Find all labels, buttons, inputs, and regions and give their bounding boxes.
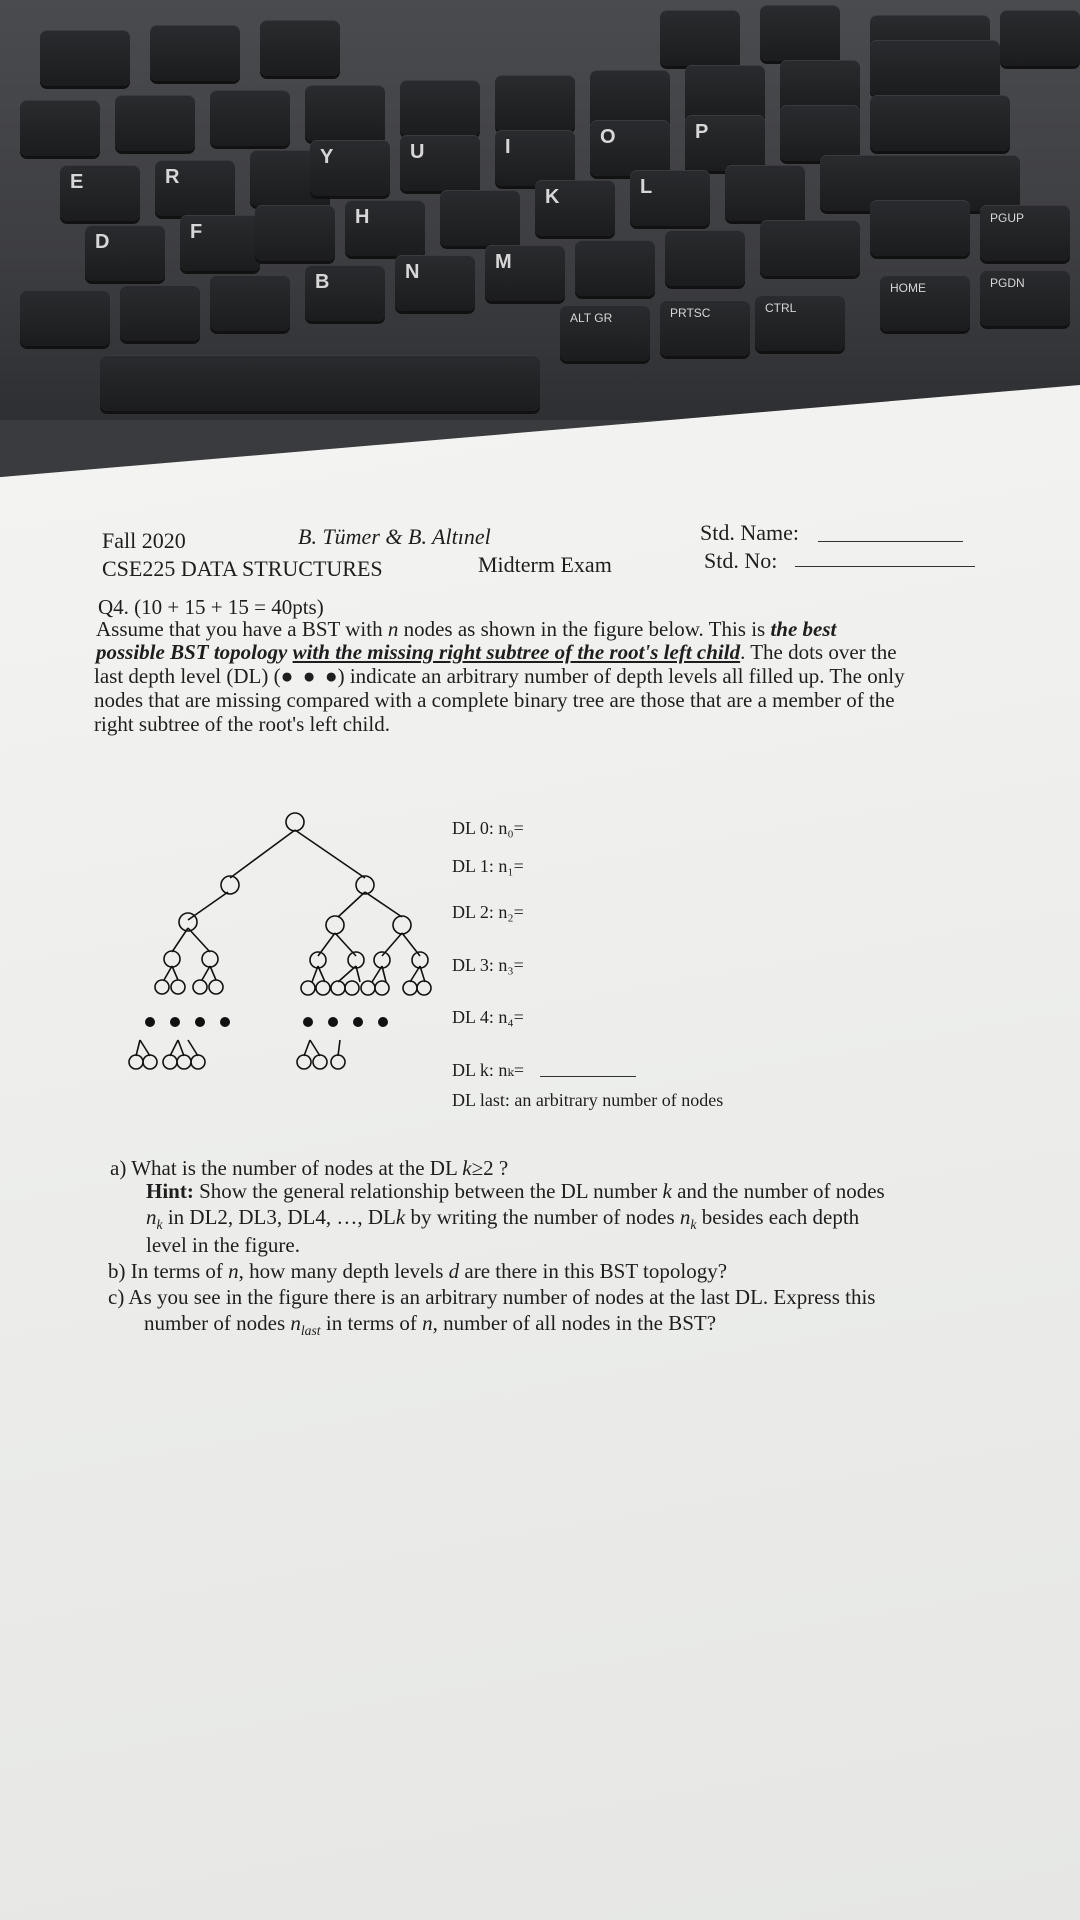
tree-edge <box>310 1040 320 1056</box>
text: number of nodes <box>144 1311 286 1335</box>
text: . The dots over the <box>740 640 897 664</box>
tree-node <box>374 952 390 968</box>
tree-node <box>129 1055 143 1069</box>
keyboard-key-i: I <box>495 130 575 186</box>
dl-1-label: DL 1: n₁= <box>452 856 524 876</box>
tree-node <box>301 981 315 995</box>
text: in DL2, DL3, DL4, …, DL <box>167 1205 396 1229</box>
tree-node <box>191 1055 205 1069</box>
exam-type: Midterm Exam <box>478 552 612 577</box>
text: besides each depth <box>701 1205 860 1229</box>
tree-node <box>361 981 375 995</box>
question-line-1 <box>96 617 836 642</box>
ellipsis-dot <box>378 1017 388 1027</box>
ellipsis-dot <box>303 1017 313 1027</box>
tree-node <box>193 980 207 994</box>
tree-node <box>331 981 345 995</box>
tree-node <box>356 876 374 894</box>
var-n: n <box>387 617 399 641</box>
student-no-label: Std. No: <box>704 548 778 573</box>
subscript: k <box>690 1217 697 1233</box>
dl-4-label: DL 4: n₄= <box>452 1007 524 1027</box>
var-n: n <box>228 1259 239 1283</box>
emphasis: the best <box>770 617 837 641</box>
text: , how many depth levels <box>238 1259 444 1283</box>
tree-node <box>163 1055 177 1069</box>
tree-edge <box>188 928 210 952</box>
hint-line-1 <box>146 1178 885 1204</box>
keyboard-key-pgdn: PGDN <box>980 270 1070 326</box>
part-b <box>108 1258 727 1284</box>
text: ) indicate an arbitrary number of depth levels all filled up. The only <box>337 664 905 688</box>
text: are there in this BST topology? <box>464 1259 728 1283</box>
keyboard-key-home: HOME <box>880 275 970 331</box>
tree-node <box>164 951 180 967</box>
tree-edge <box>172 928 188 952</box>
text: by writing the number of nodes <box>410 1205 675 1229</box>
student-name-label: Std. Name: <box>700 520 799 545</box>
ellipsis-dot <box>145 1017 155 1027</box>
var-n: n <box>146 1205 157 1229</box>
tree-edge <box>304 1040 310 1056</box>
ellipsis-dot <box>220 1017 230 1027</box>
tree-node <box>412 952 428 968</box>
keyboard-key-f: F <box>180 215 260 271</box>
exam-authors: B. Tümer & B. Altınel <box>298 524 491 549</box>
keyboard-key-y: Y <box>310 140 390 196</box>
tree-node <box>345 981 359 995</box>
part-c-line-1 <box>108 1284 875 1310</box>
keyboard-key-o: O <box>590 120 670 176</box>
dl-k-label: DL k: nₖ= <box>452 1060 525 1080</box>
var-n: n <box>679 1205 691 1229</box>
tree-node <box>417 981 431 995</box>
var-k: k <box>395 1205 406 1229</box>
dl-k-blank <box>540 1076 636 1077</box>
keyboard-key-p: P <box>685 115 765 171</box>
subscript: k <box>156 1217 163 1233</box>
var-k: k <box>462 1156 472 1180</box>
exam-course: CSE225 DATA STRUCTURES <box>102 556 383 581</box>
tree-node <box>177 1055 191 1069</box>
tree-node <box>202 951 218 967</box>
emphasis-underlined: with the missing right subtree of the root's left child <box>292 640 741 664</box>
text: in terms of <box>325 1311 417 1335</box>
text: ≥2 ? <box>471 1156 509 1180</box>
dl-3-label: DL 3: n₃= <box>452 955 524 975</box>
part-label: a) <box>110 1156 127 1180</box>
student-name-blank <box>818 541 963 542</box>
dl-last-label: DL last: an arbitrary number of nodes <box>452 1090 724 1110</box>
ellipsis-dot <box>353 1017 363 1027</box>
keyboard-key-u: U <box>400 135 480 191</box>
text: and the number of nodes <box>677 1179 885 1203</box>
tree-edge <box>140 1040 150 1056</box>
tree-edge <box>365 892 402 917</box>
ellipsis-dot <box>170 1017 180 1027</box>
tree-node <box>313 1055 327 1069</box>
tree-edge <box>210 966 216 980</box>
subscript: last <box>300 1323 321 1339</box>
bst-figure <box>120 810 440 1110</box>
text: nodes as shown in the figure below. This is <box>403 617 766 641</box>
tree-node <box>326 916 344 934</box>
part-label: b) <box>108 1259 126 1283</box>
var-n: n <box>290 1311 301 1335</box>
question-heading: Q4. (10 + 15 + 15 = 40pts) <box>98 595 324 619</box>
keyboard-key-ctrl: CTRL <box>755 295 845 351</box>
dots-glyph: ● ● ● <box>280 664 338 688</box>
dl-0-label: DL 0: n₀= <box>452 818 524 838</box>
keyboard-key-b: B <box>305 265 385 321</box>
tree-edge <box>338 892 365 917</box>
text: Assume that you have a BST with <box>96 617 383 641</box>
tree-node <box>393 916 411 934</box>
ellipsis-dot <box>328 1017 338 1027</box>
text: , number of all nodes in the BST? <box>432 1311 717 1335</box>
tree-node <box>171 980 185 994</box>
tree-node <box>155 980 169 994</box>
tree-node <box>316 981 330 995</box>
tree-node <box>221 876 239 894</box>
tree-node <box>143 1055 157 1069</box>
tree-edge <box>230 830 295 878</box>
hint-line-3: level in the figure. <box>146 1233 300 1257</box>
keyboard-key-k: K <box>535 180 615 236</box>
question-line-4: nodes that are missing compared with a complete binary tree are those that are a member of the <box>94 688 895 712</box>
keyboard-key-m: M <box>485 245 565 301</box>
keyboard-key-prtsc: PRTSC <box>660 300 750 356</box>
text: What is the number of nodes at the DL <box>131 1156 458 1180</box>
keyboard-key-pgup: PGUP <box>980 205 1070 261</box>
keyboard-key-e: E <box>60 165 140 221</box>
var-d: d <box>448 1259 460 1283</box>
part-label: c) <box>108 1285 125 1309</box>
tree-node <box>375 981 389 995</box>
emphasis: possible BST topology <box>96 640 288 664</box>
tree-node <box>286 813 304 831</box>
var-k: k <box>662 1179 672 1203</box>
tree-edge <box>338 1040 340 1056</box>
tree-edge <box>178 1040 184 1056</box>
tree-node <box>209 980 223 994</box>
part-c-line-2 <box>144 1310 716 1344</box>
dl-2-label: DL 2: n₂= <box>452 902 524 922</box>
tree-edge <box>136 1040 140 1056</box>
keyboard-key-altgr: ALT GR <box>560 305 650 361</box>
tree-edge <box>202 966 210 980</box>
tree-edge <box>170 1040 178 1056</box>
tree-edge <box>338 966 356 982</box>
tree-node <box>310 952 326 968</box>
tree-edge <box>295 830 365 878</box>
tree-node <box>348 952 364 968</box>
student-no-blank <box>795 566 975 567</box>
question-line-5: right subtree of the root's left child. <box>94 712 390 736</box>
keyboard-key-l: L <box>630 170 710 226</box>
text: In terms of <box>130 1259 223 1283</box>
text: last depth level (DL) ( <box>94 664 281 688</box>
exam-term: Fall 2020 <box>102 528 186 553</box>
text: Show the general relationship between the DL number <box>199 1179 658 1203</box>
keyboard-key-n: N <box>395 255 475 311</box>
question-line-2 <box>96 640 897 665</box>
keyboard-key-r: R <box>155 160 235 216</box>
tree-node <box>403 981 417 995</box>
tree-node <box>331 1055 345 1069</box>
tree-edge <box>188 1040 198 1056</box>
ellipsis-dot <box>195 1017 205 1027</box>
tree-edge <box>172 966 178 980</box>
tree-node <box>297 1055 311 1069</box>
question-line-3 <box>94 664 905 689</box>
keyboard-key-h: H <box>345 200 425 256</box>
hint-label: Hint: <box>146 1179 194 1203</box>
keyboard-key-d: D <box>85 225 165 281</box>
text: As you see in the figure there is an arbitrary number of nodes at the last DL. Express this <box>128 1285 876 1309</box>
var-n: n <box>422 1311 433 1335</box>
tree-edge <box>164 966 172 980</box>
